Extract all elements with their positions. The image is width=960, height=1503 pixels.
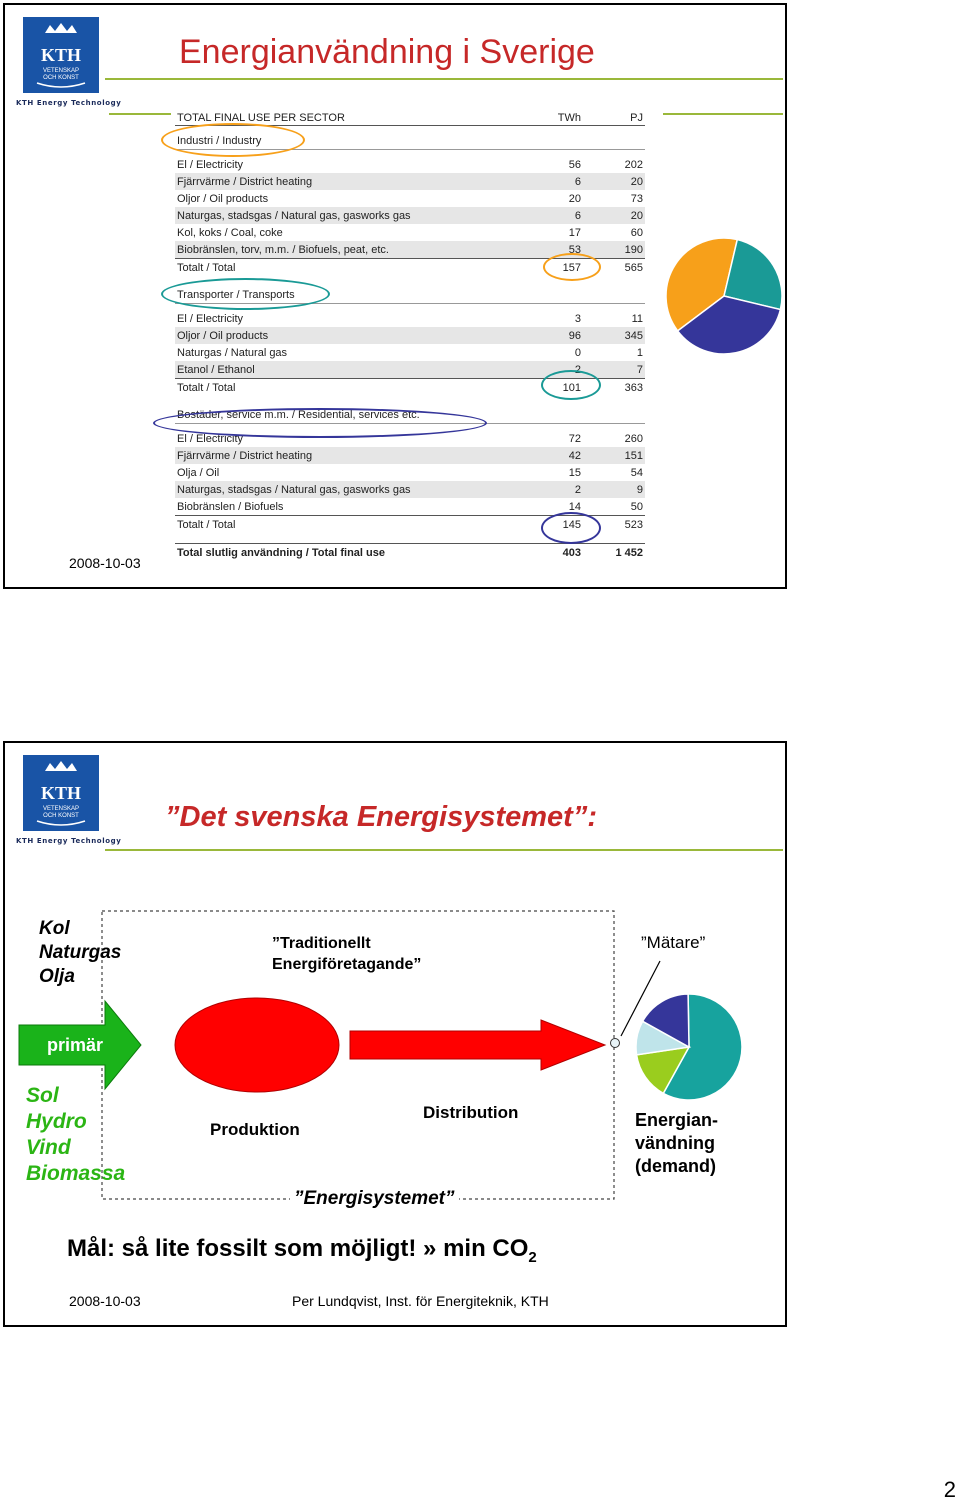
table-row: El / Electricity 72 260 [177,432,643,445]
table-row: Biobränslen, torv, m.m. / Biofuels, peat, etc. 53 190 [175,241,645,259]
table-header: TOTAL FINAL USE PER SECTOR TWh PJ [177,111,643,124]
table-row: Biobränslen / Biofuels 14 50 [177,500,643,513]
page-title: Energianvändning i Sverige [179,33,595,71]
page-title: ”Det svenska Energisystemet”: [165,801,597,833]
section-heading: Industri / Industry [175,132,645,150]
logo-text: KTH [40,45,82,65]
slide-energy-system [3,741,787,1327]
demand-pie-chart [633,991,745,1103]
fossil-sources: Kol Naturgas Olja [39,918,122,987]
slide-date: 2008-10-03 [69,555,141,571]
table-final-row: Total slutlig användning / Total final use 403 1 452 [175,544,645,562]
table-total-row: Totalt / Total 101 363 [175,379,645,397]
renewable-sources: Sol Hydro Vind Biomassa [26,1084,126,1185]
slide-author: Per Lundqvist, Inst. för Energiteknik, KTH [292,1293,549,1309]
kth-unit-label: KTH Energy Technology [16,99,122,107]
table-row: Kol, koks / Coal, coke 17 60 [177,226,643,239]
energy-system-label: ”Energisystemet” [290,1187,459,1211]
svg-text:VETENSKAP: VETENSKAP [42,68,80,74]
table-row: Fjärrvärme / District heating 42 151 [175,447,645,464]
table-total-row: Totalt / Total 145 523 [175,516,645,534]
table-row: Etanol / Ethanol 2 7 [175,361,645,379]
accent-line-right [663,113,783,115]
section-heading: Bostäder, service m.m. / Residential, services etc. [175,406,645,424]
table-total-row: Totalt / Total 157 565 [175,259,645,277]
sector-pie-chart [661,233,787,359]
table-row: Oljor / Oil products 20 73 [177,192,643,205]
svg-text:VETENSKAP: VETENSKAP [42,806,80,812]
traditional-label: ”Traditionellt Energiföretagande” [272,935,422,973]
page-number: 2 [943,1477,956,1502]
table-row: Fjärrvärme / District heating 6 20 [175,173,645,190]
goal-statement: Mål: så lite fossilt som möjligt! » $\min CO_2$ [67,1235,537,1266]
primary-label: primär [47,1035,104,1055]
energy-table [175,110,645,561]
production-ellipse [175,998,339,1092]
slide-energy-use [3,3,787,589]
meter-label: ”Mätare” [641,933,706,952]
production-label: Produktion [210,1120,300,1139]
table-row: El / Electricity 3 11 [177,312,643,325]
section-heading: Transporter / Transports [175,286,645,304]
table-row: Oljor / Oil products 96 345 [175,327,645,344]
svg-text:OCH KONST: OCH KONST [43,75,79,81]
distribution-label: Distribution [423,1103,519,1122]
accent-line [105,78,783,80]
accent-line-left [109,113,171,115]
demand-label: Energian- vändning (demand) [635,1110,719,1176]
table-row: Naturgas / Natural gas 0 1 [177,346,643,359]
table-row: Olja / Oil 15 54 [177,466,643,479]
kth-unit-label: KTH Energy Technology [16,837,122,845]
logo-text: KTH [40,783,82,803]
svg-text:OCH KONST: OCH KONST [43,813,79,819]
table-row: El / Electricity 56 202 [177,158,643,171]
kth-logo [23,17,99,93]
distribution-arrow [350,1020,605,1070]
table-row: Naturgas, stadsgas / Natural gas, gasworks gas 2 9 [175,481,645,498]
slide-date: 2008-10-03 [69,1293,141,1309]
table-row: Naturgas, stadsgas / Natural gas, gasworks gas 6 20 [175,207,645,224]
meter-dot [611,1039,620,1048]
